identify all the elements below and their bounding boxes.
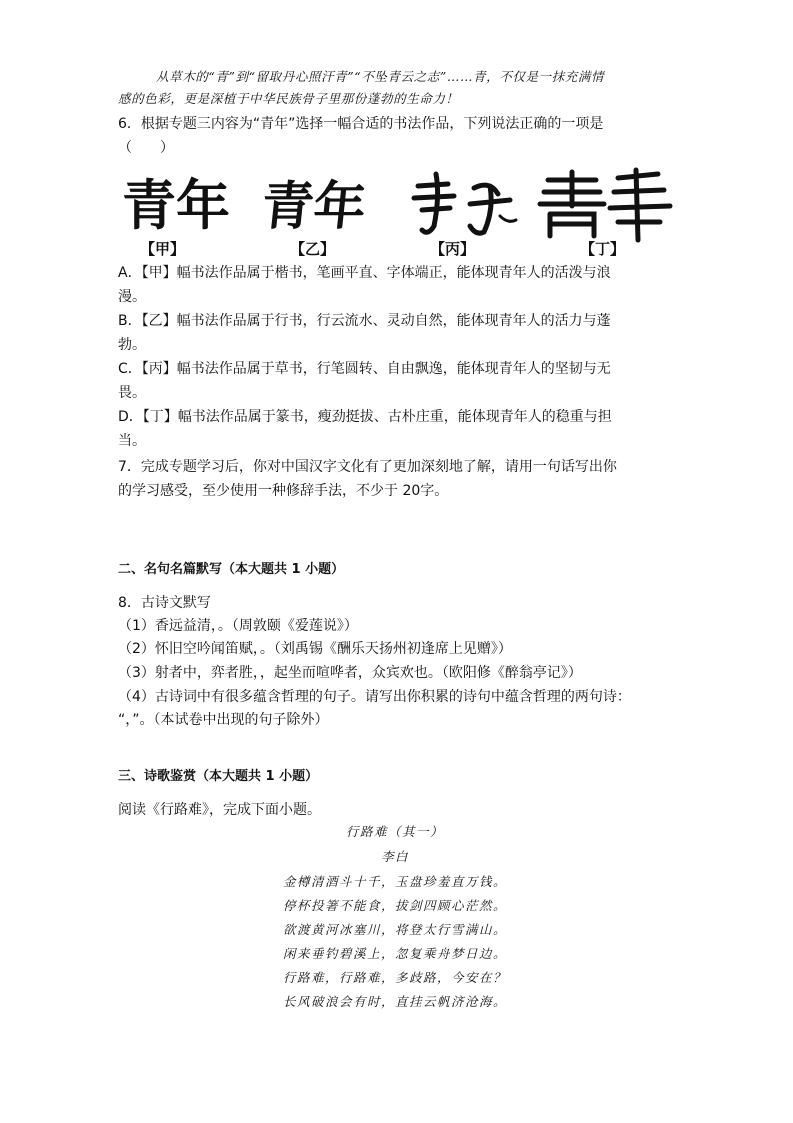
q7-line-2: 的学习感受，至少使用一种修辞手法，不少于 20字。: [118, 483, 449, 499]
calligraphy-samples: [118, 166, 674, 244]
q8-item-4: （4）古诗词中有很多蕴含哲理的句子。请写出你积累的诗句中蕴含哲理的两句诗：: [118, 689, 631, 705]
q8-item-1: （1）香远益清，。（周敦颐《爱莲说》）: [118, 618, 358, 634]
calligraphy-label-ding: 【丁】: [580, 240, 626, 258]
calligraphy-label-bing: 【丙】: [430, 240, 476, 258]
calligraphy-label-yi: 【乙】: [290, 240, 336, 258]
section3-title: 三、诗歌鉴赏（本大题共 1 小题）: [118, 769, 319, 784]
poem-line: 闲来垂钓碧溪上，忽复乘舟梦日边。: [282, 946, 507, 961]
q8-item-2: （2）怀旧空吟闻笛赋，。（刘禹锡《酬乐天扬州初逢席上见赠》）: [118, 641, 512, 657]
calligraphy-jia: 青年: [122, 173, 230, 237]
intro-line-1: 从草木的“青”到“留取丹心照汗青”“不坠青云之志”……青，不仅是一抹充满情: [156, 69, 605, 84]
q7-line-1: 7．完成专题学习后，你对中国汉字文化有了更加深刻地了解，请用一句话写出你: [118, 459, 617, 475]
calligraphy-label-jia: 【甲】: [140, 240, 186, 258]
poem-line: 金樽清酒斗十千，玉盘珍羞直万钱。: [282, 874, 507, 889]
q6-answer-paren: （ ）: [118, 140, 174, 156]
q6-option-c-line2: 畏。: [118, 385, 146, 401]
q6-option-d-line1: D．【丁】幅书法作品属于篆书，瘦劲挺拔、古朴庄重，能体现青年人的稳重与担: [118, 409, 612, 425]
poem-title: 行路难（其一）: [345, 824, 444, 839]
q6-option-b-line1: B．【乙】幅书法作品属于行书，行云流水、灵动自然，能体现青年人的活力与蓬: [118, 313, 611, 329]
poem-author: 李白: [380, 849, 409, 864]
q6-option-d-line2: 当。: [118, 433, 146, 449]
poem-line: 欲渡黄河冰塞川，将登太行雪满山。: [282, 922, 507, 937]
calligraphy-ding: [540, 170, 670, 240]
poem-line: 行路难，行路难，多歧路，今安在？: [282, 970, 507, 985]
calligraphy-bing: [414, 174, 516, 233]
q6-option-c-line1: C．【丙】幅书法作品属于草书，行笔圆转、自由飘逸，能体现青年人的坚韧与无: [118, 361, 611, 377]
q8-stem: 8．古诗文默写: [118, 595, 211, 611]
q6-stem: 6．根据专题三内容为“青年”选择一幅合适的书法作品，下列说法正确的一项是: [118, 116, 604, 132]
q6-option-b-line2: 勃。: [118, 337, 146, 353]
q8-item-4-cont: “，”。（本试卷中出现的句子除外）: [118, 712, 329, 728]
intro-line-2: 感的色彩，更是深植于中华民族骨子里那份蓬勃的生命力！: [118, 91, 459, 106]
q6-option-a-line2: 漫。: [118, 289, 146, 305]
q8-item-3: （3）射者中，弈者胜，，起坐而喧哗者，众宾欢也。（欧阳修《醉翁亭记》）: [118, 665, 582, 681]
calligraphy-yi: 青年: [258, 176, 369, 237]
q6-option-a-line1: A．【甲】幅书法作品属于楷书，笔画平直、字体端正，能体现青年人的活泼与浪: [118, 265, 611, 281]
section3-lead: 阅读《行路难》，完成下面小题。: [118, 802, 321, 818]
poem-line: 停杯投箸不能食，拔剑四顾心茫然。: [282, 898, 507, 913]
intro-passage: [118, 66, 678, 110]
poem-line: 长风破浪会有时，直挂云帆济沧海。: [282, 994, 507, 1009]
section2-title: 二、名句名篇默写（本大题共 1 小题）: [118, 562, 345, 577]
